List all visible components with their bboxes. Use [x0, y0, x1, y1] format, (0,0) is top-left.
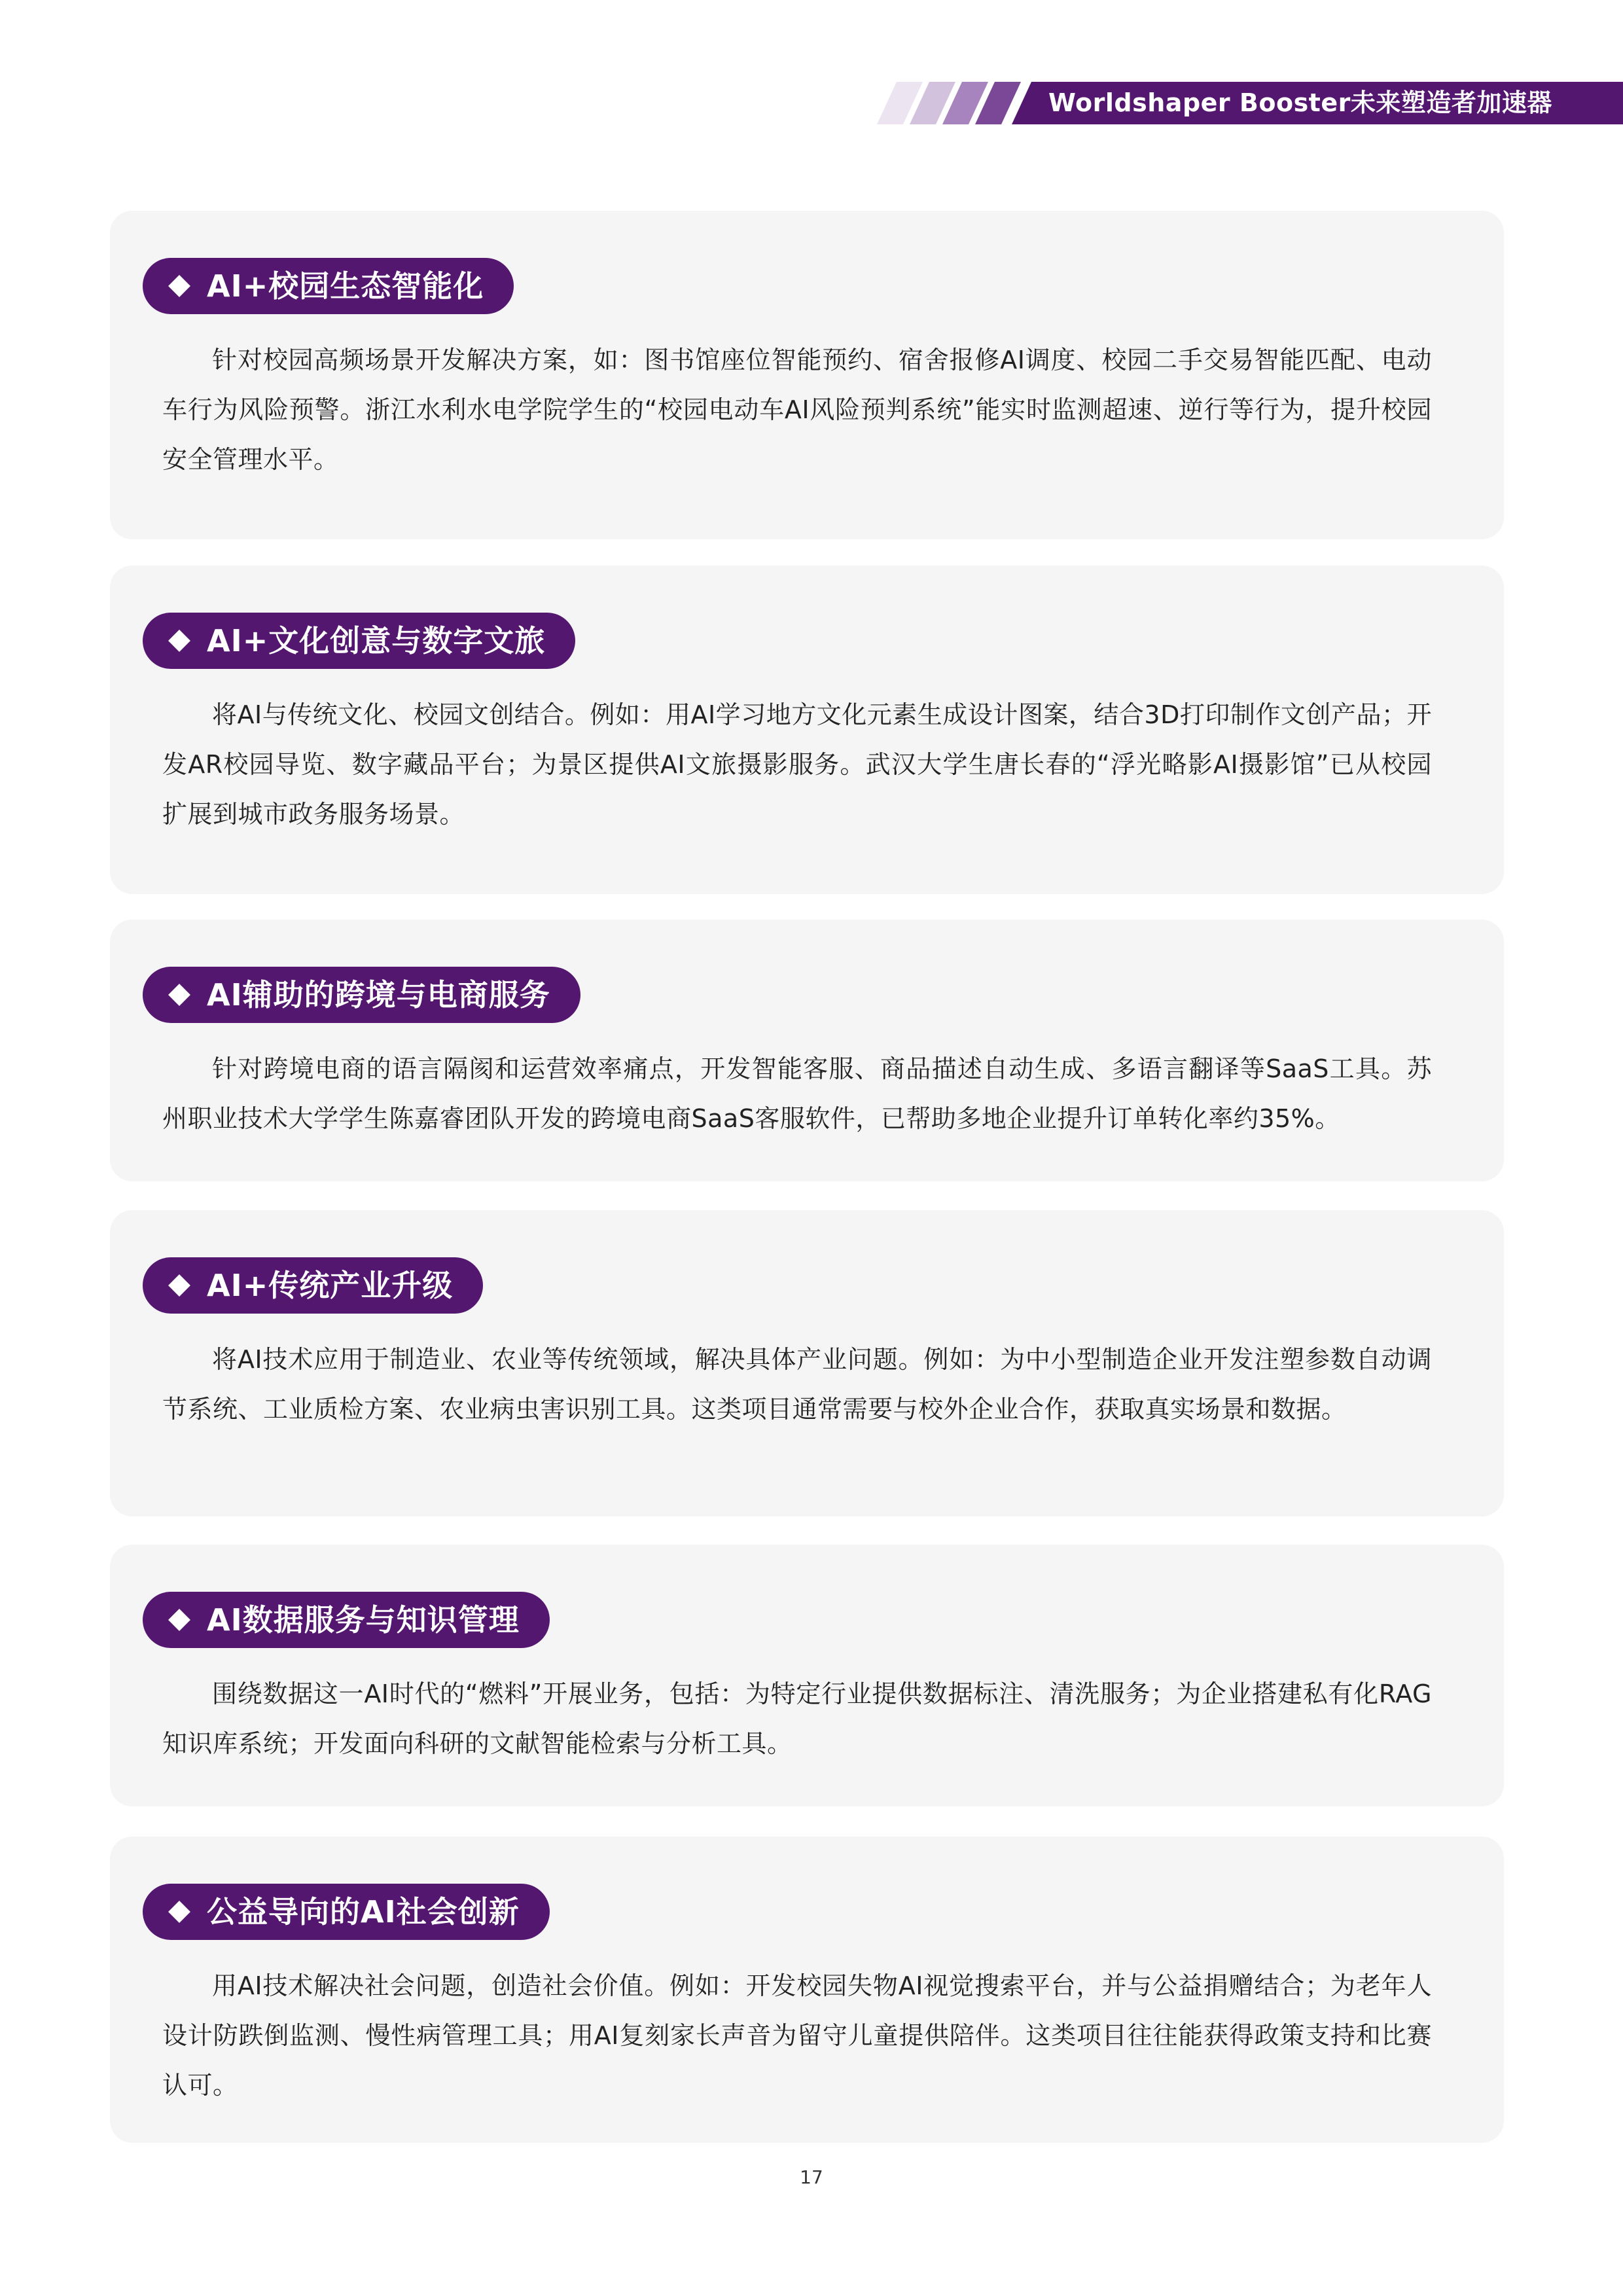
section-body: 围绕数据这一AI时代的“燃料”开展业务，包括：为特定行业提供数据标注、清洗服务；为企业搭建私有化RAG知识库系统；开发面向科研的文献智能检索与分析工具。 — [162, 1679, 1432, 1758]
diamond-bullet-icon — [168, 984, 190, 1006]
diamond-bullet-icon — [168, 1274, 190, 1297]
section-card — [110, 1210, 1504, 1516]
diamond-bullet-icon — [168, 630, 190, 652]
section-body: 将AI技术应用于制造业、农业等传统领域，解决具体产业问题。例如：为中小型制造企业开发注塑参数自动调节系统、工业质检方案、农业病虫害识别工具。这类项目通常需要与校外企业合作，获取真实场景和数据。 — [162, 1345, 1432, 1424]
section-body: 针对校园高频场景开发解决方案，如：图书馆座位智能预约、宿舍报修AI调度、校园二手交易智能匹配、电动车行为风险预警。浙江水利水电学院学生的“校园电动车AI风险预判系统”能实时监测超速、逆行等行为，提升校园安全管理水平。 — [162, 346, 1432, 474]
diamond-bullet-icon — [168, 275, 190, 297]
section-title: 公益导向的AI社会创新 — [207, 1894, 520, 1929]
header-title: Worldshaper Booster未来塑造者加速器 — [1048, 88, 1552, 117]
section-title: AI+文化创意与数字文旅 — [207, 623, 546, 658]
section-title-pill — [143, 1257, 483, 1314]
section-card — [110, 565, 1504, 894]
section-title: AI+传统产业升级 — [207, 1268, 454, 1303]
section-title-pill — [143, 613, 575, 669]
section-title: AI数据服务与知识管理 — [207, 1602, 520, 1638]
section-title-pill — [143, 967, 580, 1023]
section-body: 将AI与传统文化、校园文创结合。例如：用AI学习地方文化元素生成设计图案，结合3D打印制作文创产品；开发AR校园导览、数字藏品平台；为景区提供AI文旅摄影服务。武汉大学生唐长春的“浮光略影AI摄影馆”已从校园扩展到城市政务服务场景。 — [162, 700, 1432, 829]
section-card — [110, 211, 1504, 539]
section-title-pill — [143, 1592, 550, 1648]
section-body: 用AI技术解决社会问题，创造社会价值。例如：开发校园失物AI视觉搜索平台，并与公益捐赠结合；为老年人设计防跌倒监测、慢性病管理工具；用AI复刻家长声音为留守儿童提供陪伴。这类项目往往能获得政策支持和比赛认可。 — [162, 1971, 1432, 2100]
section-title: AI辅助的跨境与电商服务 — [207, 977, 550, 1013]
section-title-pill — [143, 1884, 550, 1940]
diamond-bullet-icon — [168, 1609, 190, 1631]
diamond-bullet-icon — [168, 1901, 190, 1923]
page-number: 17 — [800, 2166, 823, 2188]
section-body: 针对跨境电商的语言隔阂和运营效率痛点，开发智能客服、商品描述自动生成、多语言翻译等SaaS工具。苏州职业技术大学学生陈嘉睿团队开发的跨境电商SaaS客服软件，已帮助多地企业提升订单转化率约35%。 — [162, 1054, 1432, 1133]
section-card — [110, 920, 1504, 1181]
header-banner — [877, 82, 1623, 124]
section-card — [110, 1545, 1504, 1806]
section-card — [110, 1837, 1504, 2143]
section-title: AI+校园生态智能化 — [207, 268, 484, 304]
section-title-pill — [143, 258, 514, 314]
